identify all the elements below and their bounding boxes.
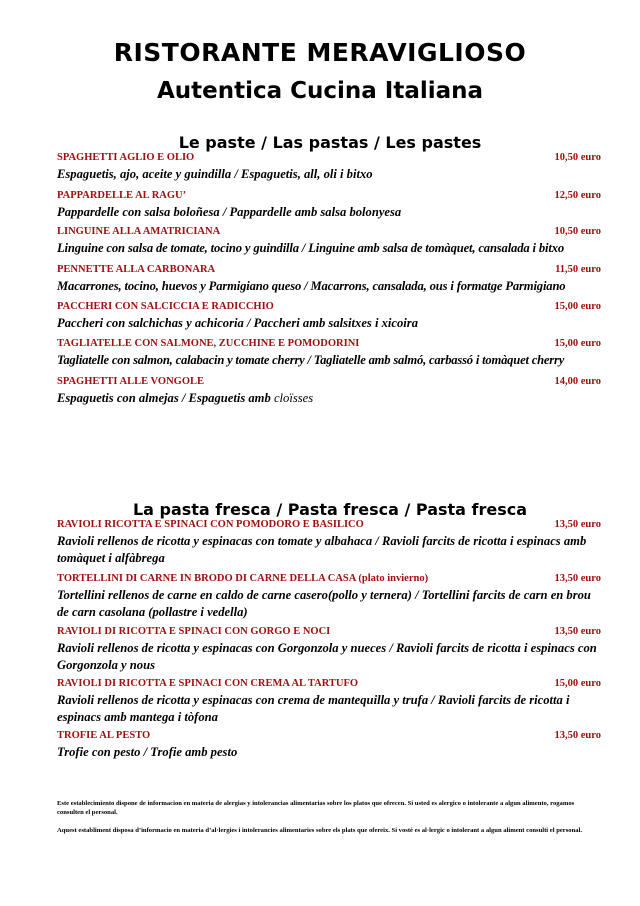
dish-price: 15,00 euro [554, 301, 601, 312]
dish-price: 12,50 euro [554, 190, 601, 201]
dish-price: 13,50 euro [554, 573, 601, 584]
dish-name: LINGUINE ALLA AMATRICIANA [57, 226, 221, 237]
menu-item [57, 301, 603, 332]
dish-price: 15,00 euro [554, 338, 601, 349]
dish-description: Espaguetis con almejas / Espaguetis amb cloïsses [57, 391, 314, 405]
dish-name: PENNETTE ALLA CARBONARA [57, 264, 216, 275]
menu-item [57, 152, 603, 183]
dish-price: 13,50 euro [554, 626, 601, 637]
dish-name: RAVIOLI DI RICOTTA E SPINACI CON CREMA AL TARTUFO [57, 678, 359, 689]
dish-name: TROFIE AL PESTO [57, 730, 151, 741]
dish-price: 15,00 euro [554, 678, 601, 689]
menu-item [57, 730, 603, 761]
menu-item [57, 678, 603, 726]
menu-item [57, 338, 603, 369]
dish-name: RAVIOLI DI RICOTTA E SPINACI CON GORGO E NOCI [57, 626, 331, 637]
menu-item [57, 573, 603, 621]
dish-description: Linguine con salsa de tomate, tocino y guindilla / Linguine amb salsa de tomàquet, cansalada i bitxo [57, 241, 564, 255]
restaurant-name: RISTORANTE MERAVIGLIOSO [113, 38, 527, 67]
dish-description: Trofie con pesto / Trofie amb pesto [57, 745, 238, 759]
dish-price: 10,50 euro [554, 226, 601, 237]
dish-name: PAPPARDELLE AL RAGU’ [57, 190, 187, 201]
menu-item [57, 626, 603, 674]
dish-name: RAVIOLI RICOTTA E SPINACI CON POMODORO E BASILICO [57, 519, 364, 530]
dish-description: Paccheri con salchichas y achicoria / Paccheri amb salsitxes i xicoira [57, 316, 418, 330]
allergy-notice-es: Este establecimiento dispone de informacion en materia de alergias y intolerancias alimentarias sobre los platos que ofrecen. Si usted es alergico o intolerante a algun alimento, rogamos consulten el personal. [57, 800, 575, 816]
dish-description: Espaguetis, ajo, aceite y guindilla / Espaguetis, all, oli i bitxo [57, 167, 373, 181]
menu-item [57, 190, 603, 221]
dish-description: Macarrones, tocino, huevos y Parmigiano queso / Macarrons, cansalada, ous i formatge Parmigiano [57, 279, 566, 293]
dish-description: Ravioli rellenos de ricotta y espinacas con crema de mantequilla y trufa / Ravioli farcits de ricotta i espinacs amb mantega i tòfona [57, 693, 570, 724]
allergy-notice-ca: Aquest establiment disposa d’informacio en materia d’al·lergies i intolerancies alimentaries sobre els plats que ofereix. Si vostè es al·lergic o intolerant a algun aliment consulti el personal. [57, 827, 583, 834]
menu-item [57, 519, 603, 567]
dish-description: Ravioli rellenos de ricotta y espinacas con Gorgonzola y nueces / Ravioli farcits de ricotta i espinacs con Gorgonzola y nous [57, 641, 597, 672]
section-title-pasta-fresca: La pasta fresca / Pasta fresca / Pasta fresca [132, 500, 528, 519]
dish-name: TAGLIATELLE CON SALMONE, ZUCCHINE E POMODORINI [57, 338, 360, 349]
menu-item [57, 226, 603, 257]
dish-name: TORTELLINI DI CARNE IN BRODO DI CARNE DELLA CASA (plato invierno) [57, 573, 429, 584]
restaurant-subtitle: Autentica Cucina Italiana [156, 78, 484, 104]
dish-description: Tagliatelle con salmon, calabacin y tomate cherry / Tagliatelle amb salmó, carbassó i tomàquet cherry [57, 353, 565, 367]
dish-name: SPAGHETTI AGLIO E OLIO [57, 152, 195, 163]
dish-price: 14,00 euro [554, 376, 601, 387]
dish-price: 11,50 euro [555, 264, 601, 275]
dish-name: PACCHERI CON SALCICCIA E RADICCHIO [57, 301, 274, 312]
section-title-paste: Le paste / Las pastas / Les pastes [178, 133, 482, 152]
menu-item [57, 376, 603, 407]
menu-item [57, 264, 603, 295]
dish-price: 10,50 euro [554, 152, 601, 163]
dish-name: SPAGHETTI ALLE VONGOLE [57, 376, 205, 387]
dish-description: Ravioli rellenos de ricotta y espinacas con tomate y albahaca / Ravioli farcits de ricotta i espinacs amb tomàquet i alfàbrega [57, 534, 587, 565]
dish-description: Pappardelle con salsa boloñesa / Pappardelle amb salsa bolonyesa [57, 205, 402, 219]
dish-price: 13,50 euro [554, 730, 601, 741]
dish-description: Tortellini rellenos de carne en caldo de carne casero(pollo y ternera) / Tortellini farcits de carn en brou de carn casolana (pollastre i vedella) [57, 588, 591, 619]
dish-price: 13,50 euro [554, 519, 601, 530]
